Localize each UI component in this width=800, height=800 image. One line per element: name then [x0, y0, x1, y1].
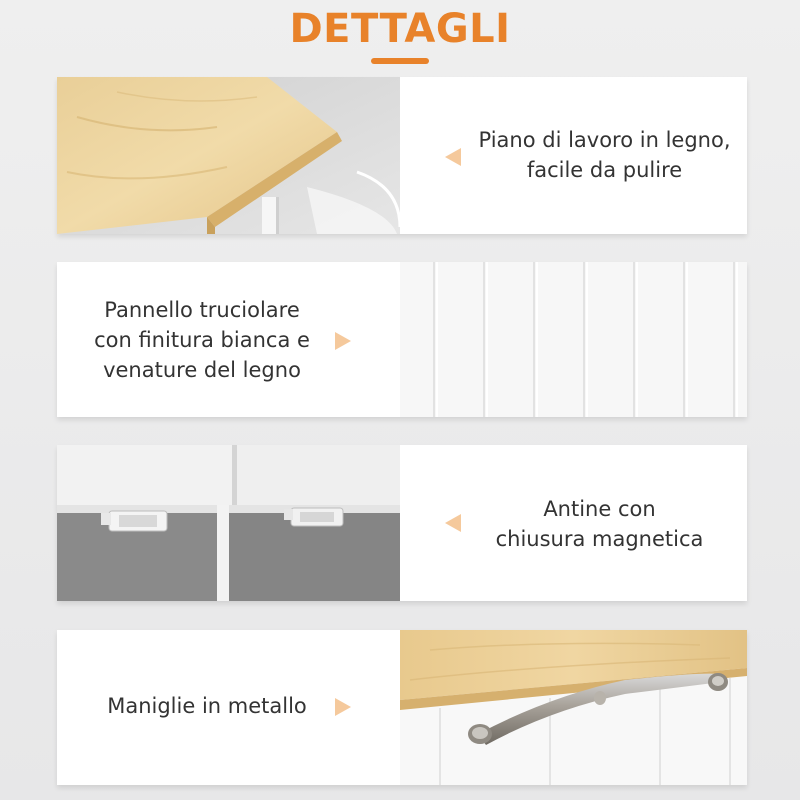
detail-card-handle	[57, 630, 747, 785]
wood-countertop-photo	[57, 77, 400, 234]
arrow-right-icon	[335, 332, 351, 350]
caption-line: Piano di lavoro in legno,	[478, 128, 731, 152]
caption-line: con finitura bianca e	[94, 328, 310, 352]
caption-line: Pannello truciolare	[104, 298, 300, 322]
caption-line: Antine con	[543, 497, 656, 521]
caption-line: venature del legno	[103, 358, 301, 382]
caption-doors	[462, 494, 737, 554]
caption-panel	[67, 295, 337, 385]
arrow-left-icon	[445, 148, 461, 166]
magnetic-catch-photo	[57, 445, 400, 601]
title-underline	[371, 58, 429, 64]
page-title: DETTAGLI	[289, 6, 511, 52]
caption-worktop	[462, 125, 747, 185]
arrow-right-icon	[335, 698, 351, 716]
caption-line: Maniglie in metallo	[107, 694, 307, 718]
metal-handle-photo	[400, 630, 747, 785]
detail-card-doors	[57, 445, 747, 601]
caption-line: facile da pulire	[526, 158, 683, 182]
white-panel-photo	[400, 262, 747, 417]
caption-handle	[77, 691, 337, 721]
detail-card-worktop	[57, 77, 747, 234]
arrow-left-icon	[445, 514, 461, 532]
detail-card-panel	[57, 262, 747, 417]
caption-line: chiusura magnetica	[495, 527, 704, 551]
